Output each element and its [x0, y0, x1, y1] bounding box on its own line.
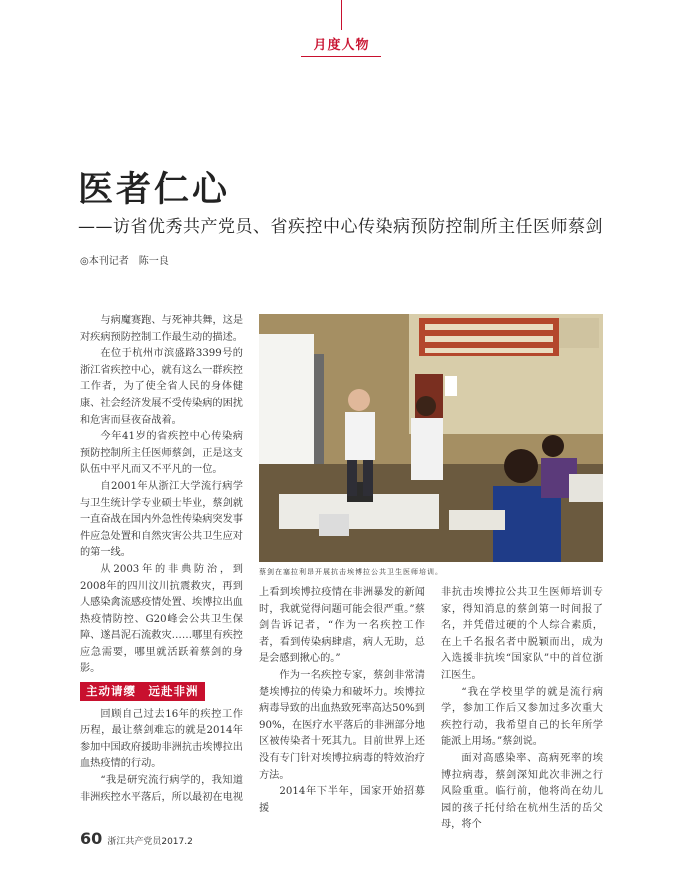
text-column-1: [80, 313, 243, 806]
column-tag-rule: [301, 56, 381, 57]
top-decor-line: [341, 0, 342, 30]
page-footer: [80, 829, 193, 848]
paragraph: 今年41岁的省疾控中心传染病预防控制所主任医师蔡剑，正是这支队伍中平凡而又不平凡的一位。: [80, 431, 243, 476]
training-scene-illustration: [259, 314, 603, 562]
paragraph: 与病魔赛跑、与死神共舞，这是对疾病预防控制工作最生动的描述。: [80, 315, 244, 343]
text-column-3: [441, 585, 603, 834]
article-photo: [259, 314, 603, 562]
paragraph: “我在学校里学的就是流行病学，参加工作后又参加过多次重大疾控行动，我希望自己的长年所学能派上用场。”蔡剑说。: [441, 686, 603, 748]
paragraph: 作为一名疾控专家，蔡剑非常清楚埃博拉的传染力和破坏力。埃博拉病毒导致的出血热致死率高达50%到90%，在医疗水平落后的非洲部分地区被传染者十死其九。目前世界上还没有专门针对埃博拉病毒的特效治疗方法。: [259, 669, 425, 781]
section-heading: 主动请缨 远赴非洲: [80, 682, 205, 701]
page-number: 60: [80, 829, 103, 848]
paragraph: 自2001年从浙江大学流行病学与卫生统计学专业硕士毕业，蔡剑就一直奋战在国内外急性传染病突发事件应急处置和自然灾害公共卫生应对的第一线。: [80, 480, 243, 559]
paragraph: 上看到埃博拉疫情在非洲暴发的新闻时，我就觉得问题可能会很严重。”蔡剑告诉记者，“作为一名疾控工作者，看到传染病肆虐，病人无助，总是会感到揪心的。”: [259, 587, 425, 665]
article-title: 医者仁心: [78, 169, 231, 210]
article-subtitle: ——访省优秀共产党员、省疾控中心传染病预防控制所主任医师蔡剑: [78, 217, 603, 237]
paragraph: 面对高感染率、高病死率的埃博拉病毒，蔡剑深知此次非洲之行风险重重。临行前，他将尚在幼儿园的孩子托付给在杭州生活的岳父母，将个: [441, 752, 603, 831]
paragraph: “我是研究流行病学的，我知道非洲疾控水平落后，所以最初在电视: [80, 775, 243, 803]
byline: ◎本刊记者 陈一良: [80, 256, 169, 267]
photo-caption: 蔡剑在塞拉利昂开展抗击埃博拉公共卫生医师培训。: [259, 568, 443, 576]
column-tag: 月度人物: [313, 38, 370, 53]
paragraph: 在位于杭州市滨盛路3399号的浙江省疾控中心，就有这么一群疾控工作者，为了使全省人民的身体健康、社会经济发展不受传染病的困扰和危害而昼夜奋战着。: [80, 348, 243, 426]
text-column-2: [259, 585, 425, 817]
magazine-issue: 浙江共产党员2017.2: [107, 837, 193, 847]
paragraph: 2014年下半年，国家开始招募援: [259, 786, 425, 814]
paragraph: 从2003年的非典防治，到2008年的四川汶川抗震救灾，再到人感染禽流感疫情处置、埃博拉出血热疫情防控、G20峰会公共卫生保障、遂昌泥石流救灾……哪里有疾控应急需要，哪里就活跃着蔡剑的身影。: [80, 563, 243, 675]
paragraph: 非抗击埃博拉公共卫生医师培训专家，得知消息的蔡剑第一时间报了名，并凭借过硬的个人综合素质，在上千名报名者中脱颖而出，成为入选援非抗埃“国家队”中的首位浙江医生。: [441, 587, 603, 681]
paragraph: 回顾自己过去16年的疾控工作历程，最让蔡剑难忘的就是2014年参加中国政府援助非洲抗击埃博拉出血热疫情的行动。: [80, 708, 243, 770]
